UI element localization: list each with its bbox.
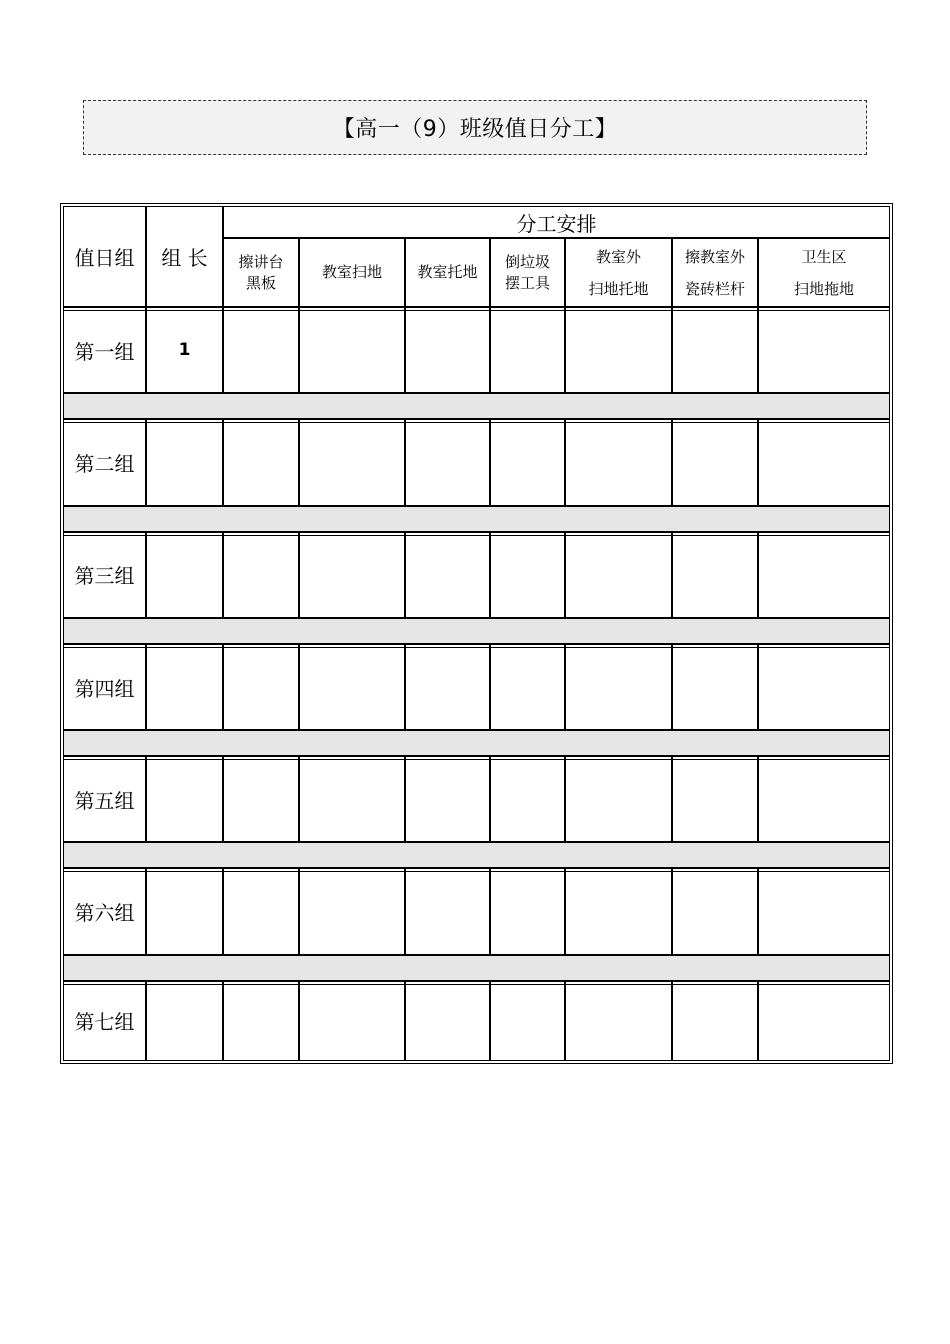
task-cell[interactable] bbox=[758, 756, 890, 842]
task-cell[interactable] bbox=[565, 981, 672, 1061]
header-task-line2: 扫地拖地 bbox=[794, 279, 855, 298]
task-cell[interactable] bbox=[299, 644, 405, 730]
header-tasks-title: 分工安排 bbox=[223, 206, 890, 238]
task-cell[interactable] bbox=[672, 868, 758, 954]
task-cell[interactable] bbox=[299, 756, 405, 842]
task-cell[interactable] bbox=[758, 981, 890, 1061]
group-leader[interactable] bbox=[146, 419, 223, 505]
task-cell[interactable] bbox=[299, 868, 405, 954]
header-task-line1: 擦讲台 bbox=[238, 252, 284, 271]
task-cell[interactable] bbox=[565, 868, 672, 954]
page-title: 【高一（9）班级值日分工】 bbox=[83, 100, 867, 155]
task-cell[interactable] bbox=[299, 981, 405, 1061]
header-task bbox=[672, 238, 758, 307]
task-cell[interactable] bbox=[565, 644, 672, 730]
separator-row bbox=[63, 618, 890, 644]
task-cell[interactable] bbox=[758, 419, 890, 505]
group-leader[interactable] bbox=[146, 868, 223, 954]
group-leader[interactable] bbox=[146, 981, 223, 1061]
header-task-line1: 教室扫地 bbox=[321, 263, 382, 282]
task-cell[interactable] bbox=[672, 756, 758, 842]
task-cell[interactable] bbox=[672, 419, 758, 505]
separator-row bbox=[63, 955, 890, 981]
header-task-line1: 卫生区 bbox=[801, 247, 847, 266]
header-task-line1: 教室托地 bbox=[417, 263, 478, 282]
header-task-line2: 黑板 bbox=[245, 273, 276, 292]
task-cell[interactable] bbox=[758, 644, 890, 730]
separator-row bbox=[63, 506, 890, 532]
task-cell[interactable] bbox=[299, 419, 405, 505]
task-cell[interactable] bbox=[490, 868, 565, 954]
header-task-line2: 瓷砖栏杆 bbox=[684, 279, 745, 298]
header-task-line2: 摆工具 bbox=[504, 273, 550, 292]
task-cell[interactable] bbox=[490, 419, 565, 505]
task-cell[interactable] bbox=[672, 644, 758, 730]
header-group: 值日组 bbox=[63, 206, 146, 307]
task-cell[interactable] bbox=[299, 532, 405, 618]
task-cell[interactable] bbox=[758, 307, 890, 393]
task-cell[interactable] bbox=[565, 532, 672, 618]
task-cell[interactable] bbox=[490, 981, 565, 1061]
task-cell[interactable] bbox=[223, 307, 299, 393]
group-leader[interactable] bbox=[146, 532, 223, 618]
group-row bbox=[63, 307, 890, 393]
group-row bbox=[63, 419, 890, 505]
separator-cell bbox=[63, 730, 890, 756]
header-task bbox=[565, 238, 672, 307]
separator-cell bbox=[63, 618, 890, 644]
task-cell[interactable] bbox=[672, 532, 758, 618]
header-task-line1: 擦教室外 bbox=[684, 247, 745, 266]
task-cell[interactable] bbox=[405, 644, 490, 730]
task-cell[interactable] bbox=[299, 307, 405, 393]
task-cell[interactable] bbox=[490, 756, 565, 842]
task-cell[interactable] bbox=[223, 868, 299, 954]
task-cell[interactable] bbox=[405, 756, 490, 842]
header-task bbox=[223, 238, 299, 307]
group-leader[interactable] bbox=[146, 644, 223, 730]
task-cell[interactable] bbox=[223, 644, 299, 730]
header-task-line1: 倒垃圾 bbox=[504, 252, 550, 271]
group-row bbox=[63, 756, 890, 842]
separator-cell bbox=[63, 393, 890, 419]
group-row bbox=[63, 981, 890, 1061]
task-cell[interactable] bbox=[405, 307, 490, 393]
task-cell[interactable] bbox=[565, 419, 672, 505]
task-cell[interactable] bbox=[223, 756, 299, 842]
separator-cell bbox=[63, 955, 890, 981]
separator-row bbox=[63, 842, 890, 868]
task-cell[interactable] bbox=[758, 532, 890, 618]
group-name: 第六组 bbox=[63, 868, 146, 954]
header-task-line1: 教室外 bbox=[595, 247, 641, 266]
group-row bbox=[63, 532, 890, 618]
group-name: 第七组 bbox=[63, 981, 146, 1061]
group-leader[interactable]: 1 bbox=[146, 307, 223, 393]
group-name: 第一组 bbox=[63, 307, 146, 393]
group-row bbox=[63, 644, 890, 730]
group-name: 第二组 bbox=[63, 419, 146, 505]
task-cell[interactable] bbox=[490, 532, 565, 618]
task-cell[interactable] bbox=[223, 981, 299, 1061]
header-task bbox=[299, 238, 405, 307]
task-cell[interactable] bbox=[758, 868, 890, 954]
task-cell[interactable] bbox=[405, 419, 490, 505]
header-task bbox=[758, 238, 890, 307]
task-cell[interactable] bbox=[490, 644, 565, 730]
separator-cell bbox=[63, 506, 890, 532]
header-task bbox=[405, 238, 490, 307]
separator-cell bbox=[63, 842, 890, 868]
group-name: 第四组 bbox=[63, 644, 146, 730]
task-cell[interactable] bbox=[490, 307, 565, 393]
group-row bbox=[63, 868, 890, 954]
separator-row bbox=[63, 393, 890, 419]
group-name: 第五组 bbox=[63, 756, 146, 842]
task-cell[interactable] bbox=[565, 756, 672, 842]
duty-table-frame bbox=[60, 203, 893, 1064]
task-cell[interactable] bbox=[565, 307, 672, 393]
header-row-top bbox=[63, 206, 890, 238]
task-cell[interactable] bbox=[672, 981, 758, 1061]
header-task-line2: 扫地托地 bbox=[588, 279, 649, 298]
task-cell[interactable] bbox=[405, 981, 490, 1061]
group-leader[interactable] bbox=[146, 756, 223, 842]
task-cell[interactable] bbox=[672, 307, 758, 393]
task-cell[interactable] bbox=[223, 419, 299, 505]
header-task bbox=[490, 238, 565, 307]
group-name: 第三组 bbox=[63, 532, 146, 618]
task-cell[interactable] bbox=[405, 532, 490, 618]
duty-table bbox=[63, 206, 890, 1061]
task-cell[interactable] bbox=[223, 532, 299, 618]
separator-row bbox=[63, 730, 890, 756]
header-leader: 组 长 bbox=[146, 206, 223, 307]
task-cell[interactable] bbox=[405, 868, 490, 954]
